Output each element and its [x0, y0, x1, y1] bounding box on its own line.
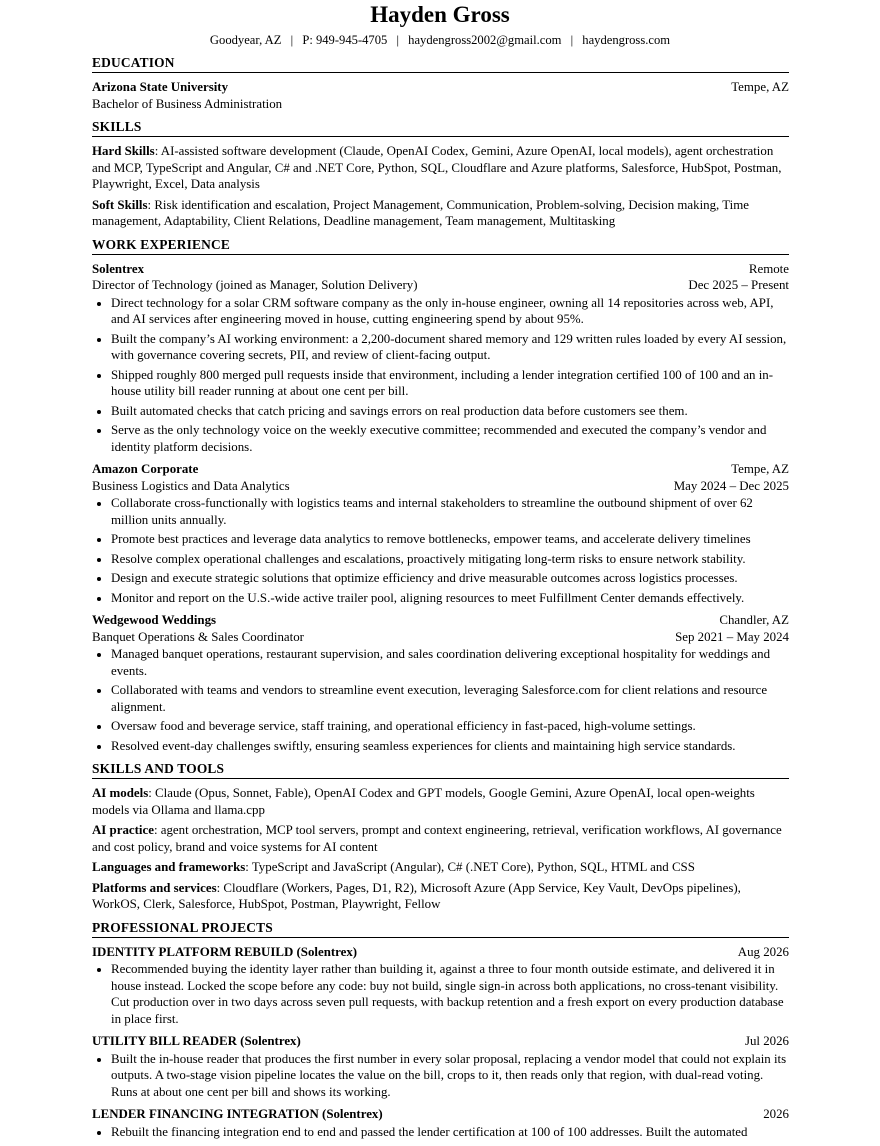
hard-skills-label: Hard Skills: [92, 144, 155, 158]
project-date: 2026: [763, 1107, 789, 1121]
tools-item: [92, 880, 789, 913]
tools-item-label: Languages and frameworks: [92, 860, 246, 874]
job-subheader: [92, 478, 789, 495]
project-name: LENDER FINANCING INTEGRATION (Solentrex): [92, 1107, 383, 1121]
tools-item-label: AI practice: [92, 823, 154, 837]
project-bullets: [92, 961, 789, 1027]
project-bullet: • Built the in-house reader that produces the first number in every solar proposal, replacing a vendor model that could not explain its outputs. A two-stage vision pipeline locates the value on the bill, crops to it, then reads only that region, with dual-read voting. Runs at about one cent per bill and shows its working.: [111, 1051, 789, 1101]
job-location: Tempe, AZ: [731, 462, 789, 476]
job-bullet: • Collaborated with teams and vendors to streamline event execution, leveraging Salesforce.com for client relations and resource alignment.: [111, 682, 789, 715]
contact-phone: P: 949-945-4705: [302, 33, 388, 47]
tools-section: [92, 760, 789, 913]
education-row: [92, 79, 789, 96]
job-bullets: [92, 646, 789, 754]
job-dates: Dec 2025 – Present: [688, 278, 789, 292]
tools-item-label: Platforms and services: [92, 880, 217, 895]
tools-item-text: : agent orchestration, MCP tool servers, prompt and context engineering, retrieval, verification workflows, AI governance and cost policy, brand and voice systems for AI content: [92, 823, 782, 854]
job-bullet: • Resolve complex operational challenges and escalations, proactively mitigating long-term risks to ensure network stability.: [111, 551, 789, 568]
project-entry: [92, 944, 789, 1028]
job-bullet: • Built the company’s AI working environment: a 2,200-document shared memory and 129 written rules loaded by every AI session, with governance covering secrets, PII, and review of client-facing output.: [111, 331, 789, 364]
job-subheader: [92, 629, 789, 646]
contact-location: Goodyear, AZ: [209, 33, 282, 47]
tools-item-label: AI models: [92, 786, 149, 800]
project-entry: [92, 1106, 789, 1140]
skills-section: [92, 118, 789, 230]
section-title-tools: SKILLS AND TOOLS: [92, 760, 789, 779]
candidate-name: Hayden Gross: [370, 2, 510, 27]
job-header: [92, 261, 789, 278]
tools-item: [92, 822, 789, 855]
job-bullet: • Serve as the only technology voice on the weekly executive committee; recommended and executed the company’s vendor and identity platform decisions.: [111, 422, 789, 455]
job-entry: [92, 261, 789, 456]
tools-item-text: : Claude (Opus, Sonnet, Fable), OpenAI Codex and GPT models, Google Gemini, Azure OpenAI, local open-weights models via Ollama and llama.cpp: [92, 786, 755, 817]
job-company: Solentrex: [92, 261, 145, 276]
contact-email[interactable]: haydengross2002@gmail.com: [408, 33, 562, 47]
hard-skills: [92, 143, 789, 193]
job-bullet: • Managed banquet operations, restaurant supervision, and sales coordination delivering exceptional hospitality for weddings and events.: [111, 646, 789, 679]
project-bullet: • Recommended buying the identity layer rather than building it, against a three to four month outside estimate, and delivered it in house instead. Locked the scope before any code: buy not build, single sign-in across both applications, no cross-tenant visibility. Cut production over in two days across seven pull requests, with backup retention and a fresh export on every production database in place first.: [111, 961, 789, 1027]
job-role: Director of Technology (joined as Manager, Solution Delivery): [92, 278, 418, 292]
job-role: Banquet Operations & Sales Coordinator: [92, 629, 304, 644]
education-section: [92, 54, 789, 112]
tools-item-text: : Cloudflare (Workers, Pages, D1, R2), Microsoft Azure (App Service, Key Vault, DevOps pipelines), WorkOS, Clerk, Salesforce, HubSpot, Postman, Playwright, Fellow: [92, 880, 741, 911]
tools-item: [92, 785, 789, 818]
job-location: Remote: [748, 261, 789, 276]
job-bullet: • Collaborate cross-functionally with logistics teams and internal stakeholders to streamline the outbound shipment of over 62 million units annually.: [111, 495, 789, 528]
section-title-skills: SKILLS: [92, 118, 789, 137]
job-bullet: • Direct technology for a solar CRM software company as the only in-house engineer, owning all 14 repositories across web, API, and AI services after engineering moved in house, cutting engineering spend by about 95%.: [111, 295, 789, 328]
project-bullets: [92, 1124, 789, 1141]
project-name: UTILITY BILL READER (Solentrex): [92, 1034, 301, 1048]
job-dates: May 2024 – Dec 2025: [673, 478, 789, 493]
tools-item: [92, 859, 789, 876]
projects-section: [92, 919, 789, 1141]
contact-separator: |: [396, 33, 400, 47]
job-role: Business Logistics and Data Analytics: [92, 478, 290, 493]
job-bullet: • Built automated checks that catch pricing and savings errors on real production data before customers see them.: [111, 403, 789, 420]
section-title-projects: PROFESSIONAL PROJECTS: [92, 919, 789, 938]
job-bullet: • Resolved event-day challenges swiftly, ensuring seamless experiences for clients and maintaining high service standards.: [111, 738, 789, 755]
project-header: [92, 1106, 789, 1123]
project-date: Aug 2026: [737, 944, 789, 959]
job-subheader: [92, 277, 789, 294]
contact-separator: |: [290, 33, 294, 47]
contact-line: [0, 32, 880, 48]
job-header: [92, 612, 789, 629]
job-company: Amazon Corporate: [92, 462, 199, 476]
project-name: IDENTITY PLATFORM REBUILD (Solentrex): [92, 944, 358, 959]
job-company: Wedgewood Weddings: [92, 613, 217, 627]
project-date: Jul 2026: [744, 1034, 789, 1048]
job-dates: Sep 2021 – May 2024: [675, 629, 789, 644]
contact-separator: |: [570, 33, 574, 47]
job-entry: [92, 461, 789, 606]
job-bullet: • Oversaw food and beverage service, staff training, and operational efficiency in fast-paced, high-volume settings.: [111, 718, 789, 735]
section-title-work: WORK EXPERIENCE: [92, 236, 789, 255]
job-bullets: [92, 295, 789, 456]
job-header: [92, 461, 789, 478]
job-location: Chandler, AZ: [719, 613, 789, 627]
project-bullets: [92, 1051, 789, 1101]
project-entry: [92, 1033, 789, 1100]
job-bullets: [92, 495, 789, 606]
job-bullet: • Monitor and report on the U.S.-wide active trailer pool, aligning resources to meet Fulfillment Center demands effectively.: [111, 590, 789, 607]
school-location: Tempe, AZ: [731, 80, 789, 94]
soft-skills-text: : Risk identification and escalation, Project Management, Communication, Problem-solving, Decision making, Time management, Adaptability, Client Relations, Deadline management, Team management, Multitasking: [92, 197, 750, 228]
project-bullet: • Rebuilt the financing integration end to end and passed the lender certification at 100 of 100 addresses. Built the automated: [111, 1124, 789, 1141]
soft-skills-label: Soft Skills: [92, 197, 148, 212]
job-bullet: • Design and execute strategic solutions that optimize efficiency and drive measurable outcomes across logistics processes.: [111, 570, 789, 587]
soft-skills: [92, 197, 789, 230]
hard-skills-text: : AI-assisted software development (Claude, OpenAI Codex, Gemini, Azure OpenAI, local models), agent orchestration and MCP, TypeScript and Angular, C# and .NET Core, Python, SQL, Cloudflare and Azure platforms, Salesforce, HubSpot, Postman, Playwright, Excel, Data analysis: [92, 144, 782, 191]
resume-content: [92, 54, 789, 1146]
job-bullet: • Promote best practices and leverage data analytics to remove bottlenecks, empower teams, and accelerate delivery timelines: [111, 531, 789, 548]
contact-website[interactable]: haydengross.com: [582, 33, 671, 47]
tools-item-text: : TypeScript and JavaScript (Angular), C# (.NET Core), Python, SQL, HTML and CSS: [245, 860, 695, 874]
degree: Bachelor of Business Administration: [92, 96, 283, 111]
job-entry: [92, 612, 789, 754]
job-bullet: • Shipped roughly 800 merged pull requests inside that environment, including a lender integration certified 100 of 100 and an in-house utility bill reader running at about one cent per bill.: [111, 367, 789, 400]
project-header: [92, 1033, 789, 1050]
work-section: [92, 236, 789, 755]
project-header: [92, 944, 789, 961]
school-name: Arizona State University: [92, 80, 229, 94]
section-title-education: EDUCATION: [92, 54, 789, 73]
